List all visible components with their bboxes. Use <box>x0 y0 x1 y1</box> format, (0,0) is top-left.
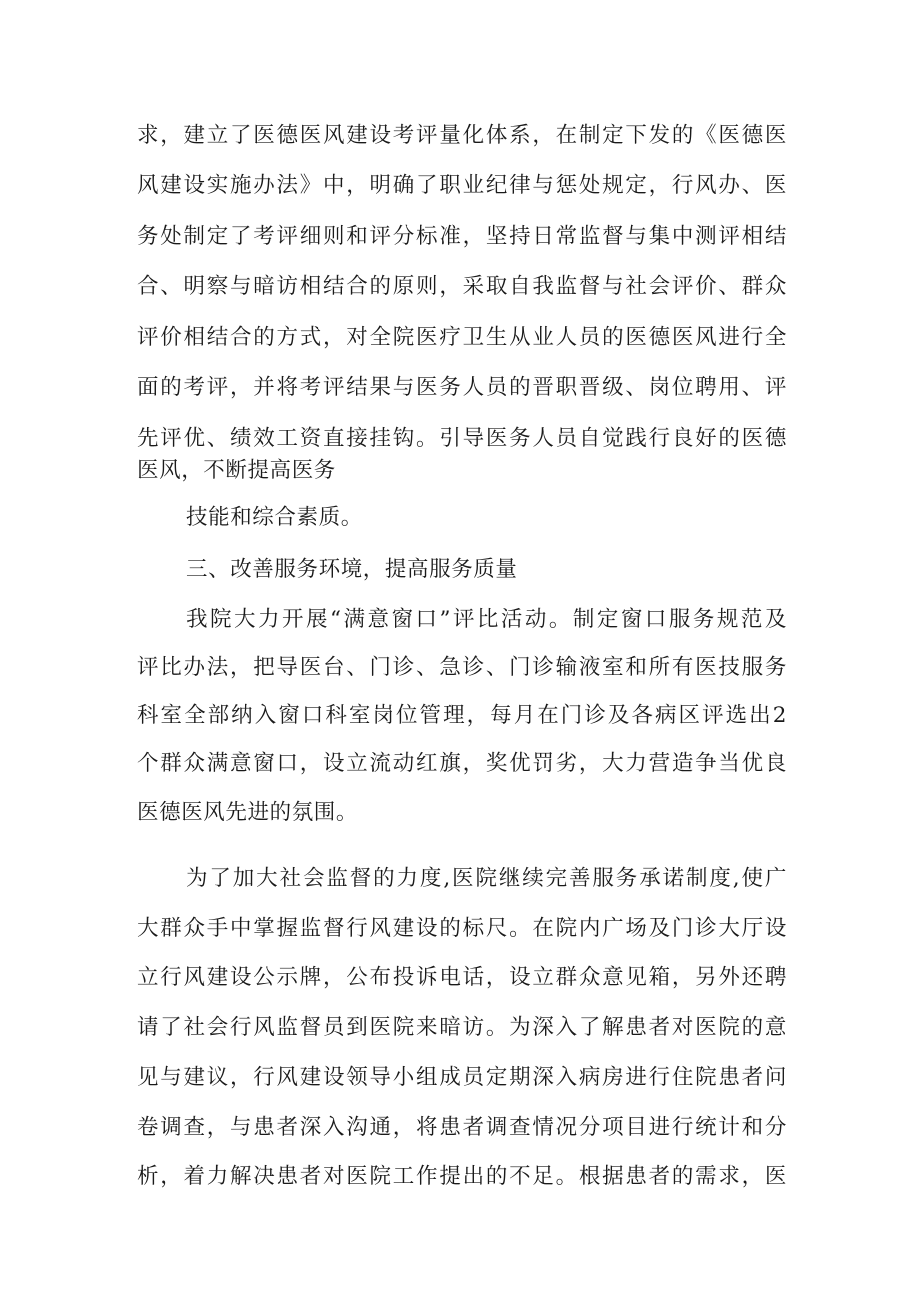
body-text-line: 评价相结合的方式，对全院医疗卫生从业人员的医德医风进行全 <box>137 325 787 350</box>
body-text-line: 我院大力开展“满意窗口”评比活动。制定窗口服务规范及 <box>186 607 787 632</box>
body-text-line: 请了社会行风监督员到医院来暗访。为深入了解患者对医院的意 <box>137 1015 787 1040</box>
body-text-line: 个群众满意窗口，设立流动红旗，奖优罚劣，大力营造争当优良 <box>137 751 787 776</box>
body-text-line: 科室全部纳入窗口科室岗位管理，每月在门诊及各病区评选出2 <box>137 703 787 728</box>
body-text-line: 立行风建设公示牌，公布投诉电话，设立群众意见箱，另外还聘 <box>137 965 787 990</box>
body-text-line: 求，建立了医德医风建设考评量化体系，在制定下发的《医德医 <box>137 123 787 148</box>
section-heading: 三、改善服务环境，提高服务质量 <box>186 557 518 582</box>
body-text-line: 析，着力解决患者对医院工作提出的不足。根据患者的需求，医 <box>137 1164 787 1189</box>
body-text-line: 卷调查，与患者深入沟通，将患者调查情况分项目进行统计和分 <box>137 1115 787 1140</box>
body-text-line: 先评优、绩效工资直接挂钩。引导医务人员自觉践行良好的医德 <box>137 426 787 451</box>
body-text-line: 为了加大社会监督的力度,医院继续完善服务承诺制度,使广 <box>186 866 787 891</box>
body-text-line: 合、明察与暗访相结合的原则，采取自我监督与社会评价、群众 <box>137 274 787 299</box>
body-text-line: 医德医风先进的氛围。 <box>137 800 359 825</box>
body-text-line: 见与建议，行风建设领导小组成员定期深入病房进行住院患者问 <box>137 1065 787 1090</box>
body-text-line: 大群众手中掌握监督行风建设的标尺。在院内广场及门诊大厅设 <box>137 916 787 941</box>
body-text-line: 技能和综合素质。 <box>186 505 363 530</box>
body-text-line: 评比办法，把导医台、门诊、急诊、门诊输液室和所有医技服务 <box>137 655 787 680</box>
body-text-line: 医风，不断提高医务 <box>137 458 336 483</box>
body-text-line: 务处制定了考评细则和评分标准，坚持日常监督与集中测评相结 <box>137 224 787 249</box>
body-text-line: 面的考评，并将考评结果与医务人员的晋职晋级、岗位聘用、评 <box>137 375 787 400</box>
body-text-line: 风建设实施办法》中，明确了职业纪律与惩处规定，行风办、医 <box>137 173 787 198</box>
